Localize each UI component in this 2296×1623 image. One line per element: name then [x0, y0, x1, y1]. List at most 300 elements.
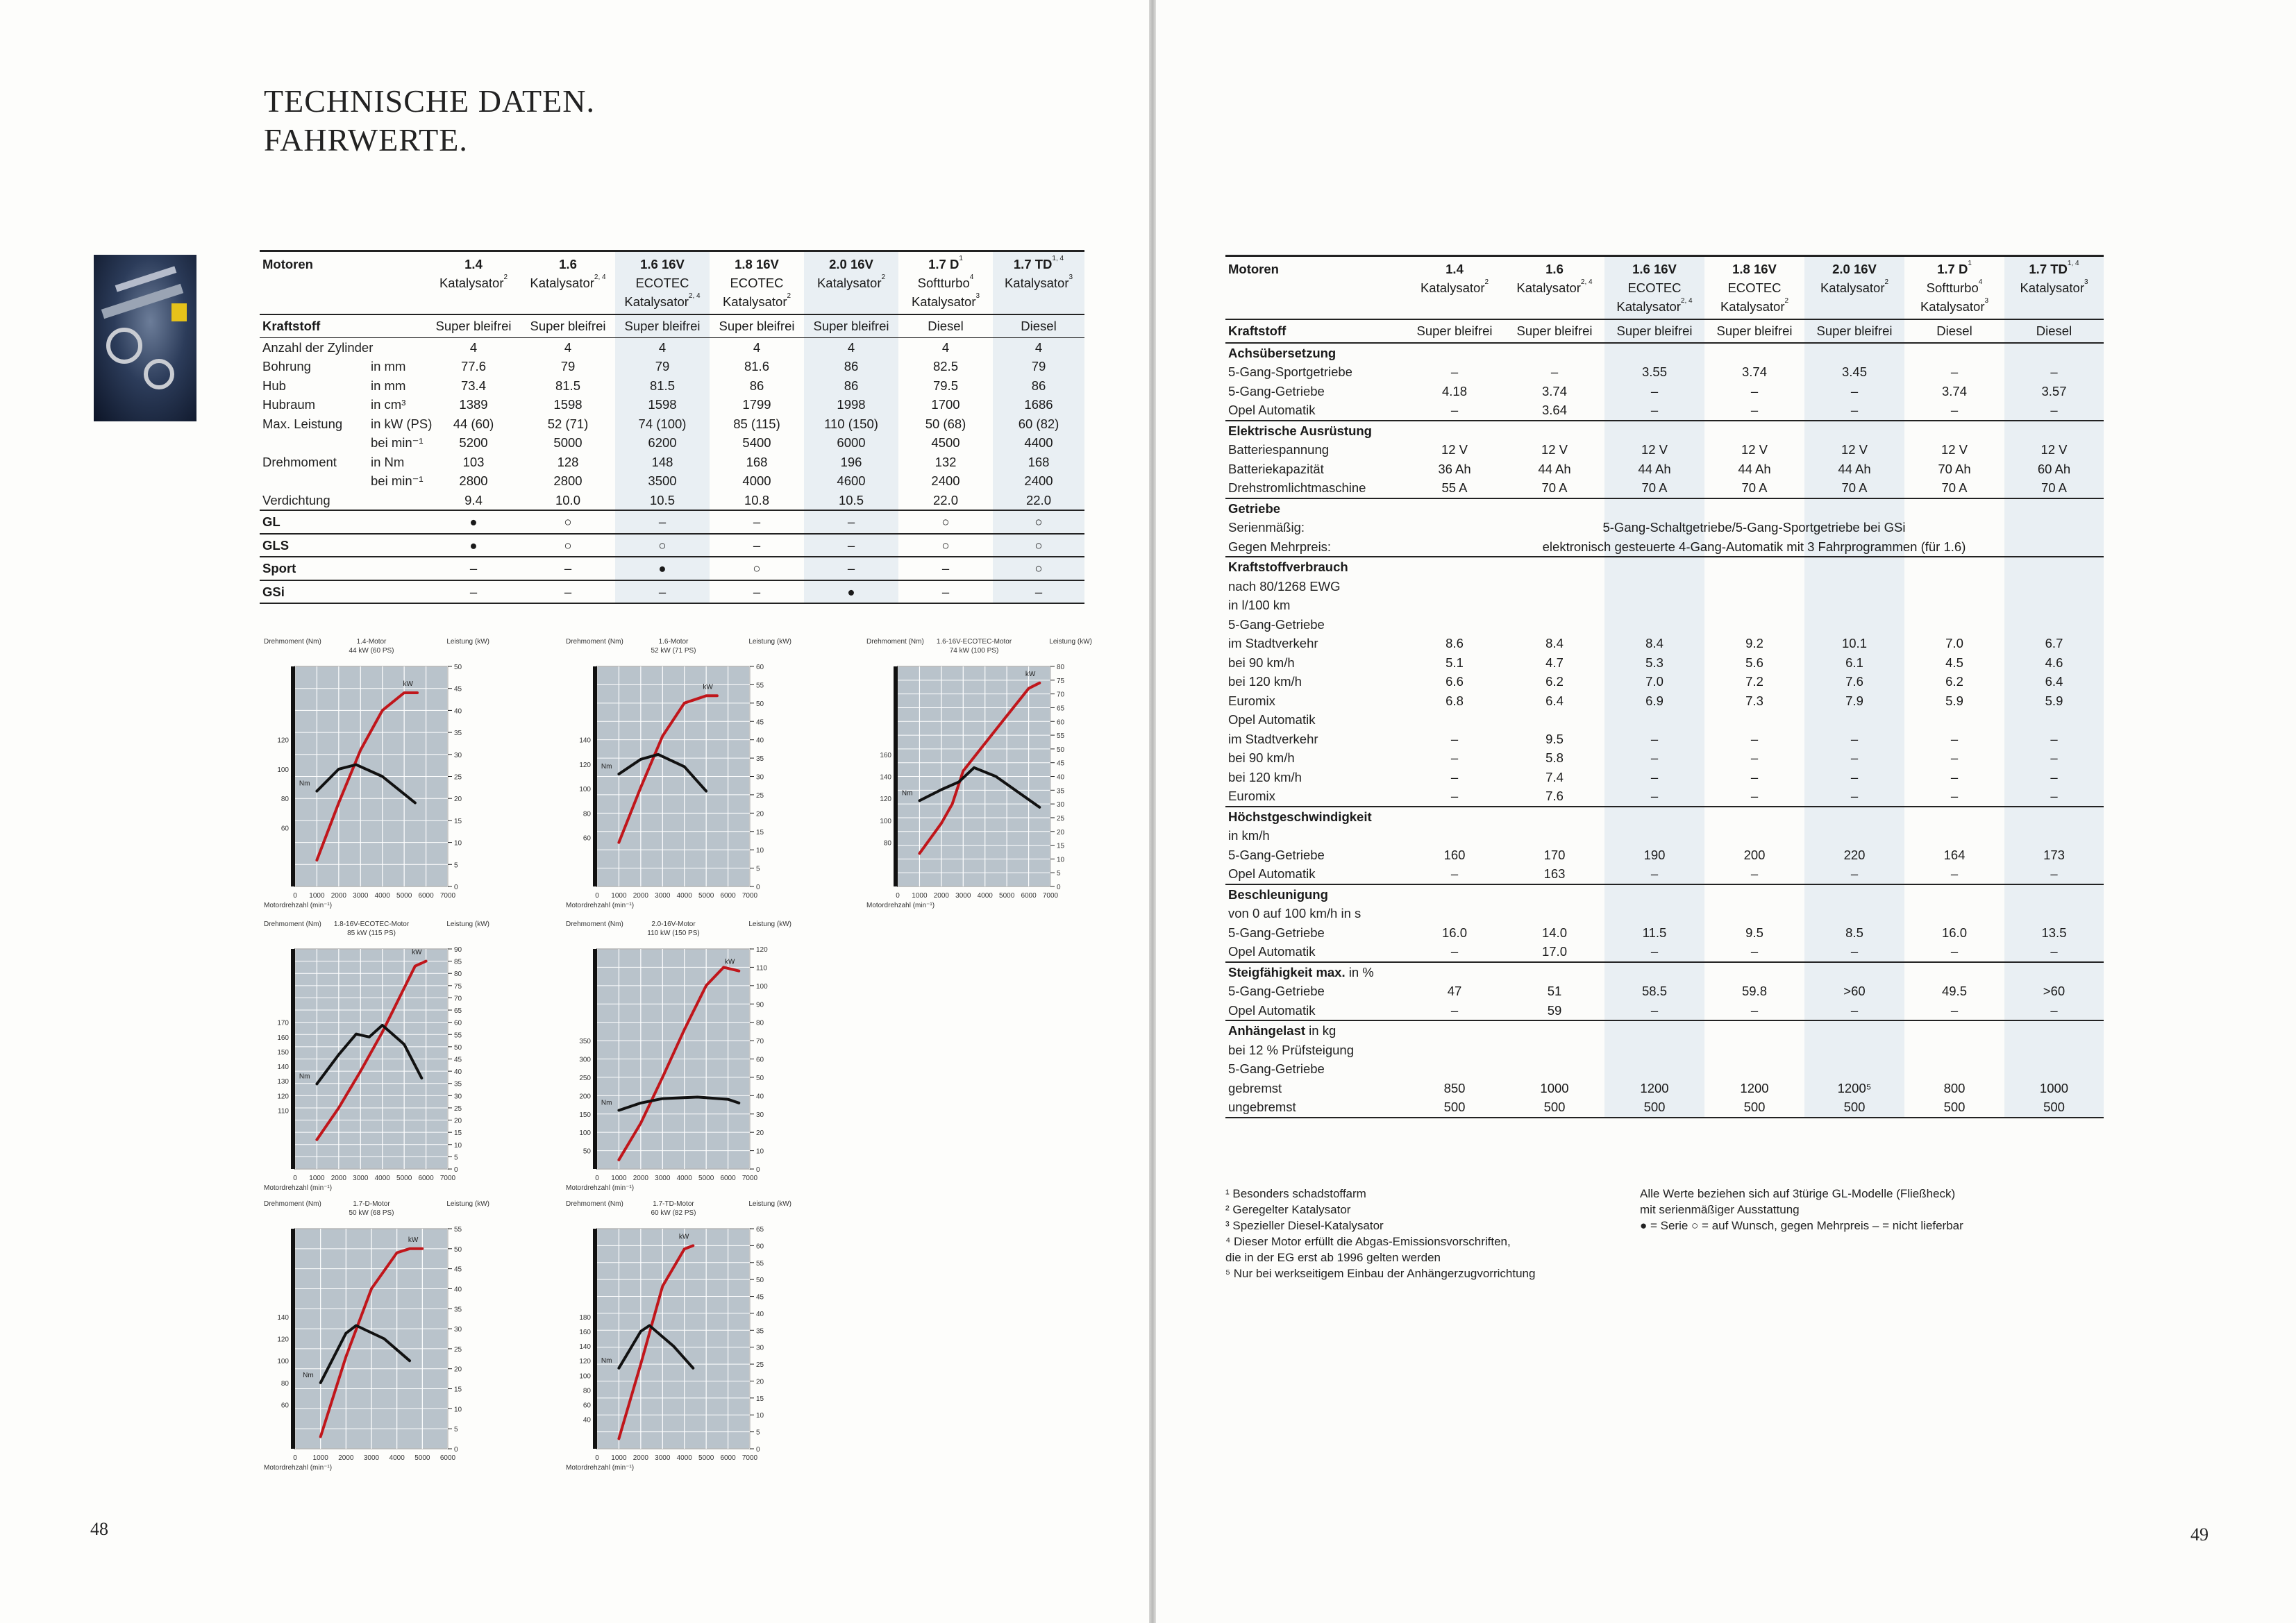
table-cell: 79	[560, 359, 576, 373]
chart-svg	[566, 635, 791, 909]
section-row	[1225, 1020, 2104, 1041]
row-label: 5-Gang-Getriebe	[1228, 984, 1325, 998]
nm-tick-label: 140	[579, 1343, 591, 1352]
row-label-text: Anzahl der Zylinder	[262, 339, 374, 355]
left-axis-title: Drehmoment (Nm)	[264, 1200, 321, 1208]
table-header-label: Motoren	[260, 251, 426, 315]
table-cell: –	[1450, 789, 1459, 803]
row-label	[260, 433, 426, 453]
row-label: Opel Automatik	[1228, 866, 1316, 881]
spec-row	[1225, 691, 2104, 711]
table-cell	[1505, 884, 1604, 905]
table-cell: 10.1	[1804, 634, 1904, 653]
row-label: bei 120 km/h	[1228, 769, 1302, 784]
table-cell: ●	[804, 580, 898, 604]
table-cell: –	[1604, 787, 1704, 807]
table-cell: 36 Ah	[1438, 461, 1471, 476]
engine-name: 1.7 TD	[1013, 257, 1053, 271]
table-cell: –	[1604, 768, 1704, 787]
table-cell: 168	[746, 454, 768, 469]
table-cell: 10.5	[615, 491, 710, 511]
spec-row	[260, 376, 1084, 396]
section-title-cell	[1225, 1020, 1405, 1041]
x-tick-label: 4000	[374, 892, 390, 900]
table-cell: 110 (150)	[804, 414, 898, 434]
table-cell: 70 A	[2004, 478, 2104, 498]
row-label: Drehstromlichtmaschine	[1228, 480, 1366, 495]
table-cell: –	[2004, 401, 2104, 421]
table-cell	[1405, 577, 1505, 596]
torque-power-chart	[566, 635, 791, 909]
kw-tick-label: 0	[756, 1166, 760, 1174]
table-cell: –	[1450, 1002, 1459, 1018]
engine-sub2-text: Katalysator	[1720, 299, 1785, 314]
table-cell: 4400	[993, 433, 1084, 453]
kw-tick-label: 120	[756, 946, 768, 954]
table-cell	[1604, 807, 1704, 827]
table-cell: 82.5	[932, 359, 958, 373]
table-cell	[1904, 615, 2004, 634]
table-cell: 4.18	[1441, 383, 1467, 398]
table-cell	[1405, 343, 1505, 363]
x-tick-label: 3000	[363, 1454, 380, 1462]
nm-tick-label: 50	[583, 1147, 591, 1156]
table-cell: –	[1450, 364, 1459, 379]
table-cell	[1604, 904, 1704, 923]
kw-tick-label: 30	[756, 1111, 764, 1119]
table-cell: –	[1804, 942, 1904, 962]
engine-name: 2.0 16V	[1832, 262, 1877, 276]
kw-tick-label: 5	[454, 861, 458, 870]
nm-tick-label: 100	[579, 786, 591, 794]
table-cell: 6.2	[1945, 674, 1963, 689]
table-cell: 168	[993, 453, 1084, 472]
x-tick-label: 6000	[720, 1175, 736, 1182]
table-cell: –	[1950, 944, 1959, 959]
section-title-suffix: in kg	[1305, 1023, 1336, 1038]
row-unit: in cm³	[371, 397, 406, 412]
column-header	[2004, 256, 2104, 320]
table-cell: 1799	[742, 397, 771, 412]
spec-row	[1225, 748, 2104, 768]
table-cell: 44 Ah	[1604, 460, 1704, 479]
table-cell: 4.6	[2004, 653, 2104, 673]
table-cell: –	[710, 580, 804, 604]
table-cell	[1604, 962, 1704, 982]
kw-tick-label: 45	[756, 1293, 764, 1302]
x-tick-label: 6000	[418, 892, 434, 900]
table-cell: 52 (71)	[547, 416, 589, 431]
kw-tick-label: 10	[454, 1141, 462, 1150]
trim-row	[260, 580, 1084, 604]
section-title-cell	[1225, 807, 1405, 827]
column-header	[710, 251, 804, 315]
section-row	[1225, 884, 2104, 905]
table-cell: 800	[1943, 1080, 1966, 1095]
table-cell: 6.4	[2004, 672, 2104, 691]
series-label: kW	[403, 680, 413, 689]
page-number: 49	[2190, 1524, 2209, 1545]
spec-row	[1225, 942, 2104, 962]
x-tick-label: 1000	[611, 892, 627, 900]
x-tick-label: 4000	[676, 892, 692, 900]
table-cell: 190	[1604, 846, 1704, 865]
table-cell	[1405, 1059, 1505, 1079]
table-cell: –	[1750, 789, 1759, 803]
section-title: Anhängelast	[1228, 1023, 1306, 1038]
spec-row	[1225, 596, 2104, 615]
torque-power-chart	[264, 635, 489, 909]
table-cell	[1604, 557, 1704, 577]
chart-subtitle: 44 kW (60 PS)	[349, 647, 394, 655]
table-cell: 3500	[615, 471, 710, 491]
footnote-ref: 2, 4	[594, 274, 606, 281]
spec-row	[1225, 362, 2104, 382]
nm-tick-label: 80	[280, 796, 289, 804]
table-cell: 6.1	[1804, 653, 1904, 673]
row-label: Euromix	[1228, 789, 1275, 803]
section-title: Kraftstoffverbrauch	[1228, 560, 1348, 574]
table-cell: 70 A	[1941, 480, 1968, 495]
table-cell: 5.9	[2004, 691, 2104, 711]
chart-subtitle: 74 kW (100 PS)	[949, 647, 999, 655]
table-cell: –	[1804, 748, 1904, 768]
table-cell	[1604, 1020, 1704, 1041]
table-cell	[1505, 498, 1604, 519]
table-cell	[1505, 1020, 1604, 1041]
table-cell: 86	[804, 376, 898, 396]
engine-sub1-text: ECOTEC	[1627, 280, 1682, 295]
engine-sub1	[1807, 278, 1902, 297]
row-label: Euromix	[1228, 693, 1275, 708]
table-cell: 173	[2004, 846, 2104, 865]
engine-photo	[94, 255, 196, 421]
spec-row	[1225, 1079, 2104, 1098]
table-cell: 5200	[459, 435, 488, 450]
kw-tick-label: 45	[454, 1056, 462, 1064]
span-text: 5-Gang-Schaltgetriebe/5-Gang-Sportgetriebe bei GSi	[1405, 518, 2104, 537]
table-cell: 70 A	[1741, 480, 1768, 495]
engine-sub1-text: Katalysator	[1420, 280, 1485, 295]
spec-row	[260, 357, 1084, 376]
table-cell	[2004, 962, 2104, 982]
footnote-ref: 4	[1978, 278, 1983, 286]
table-cell: Super bleifrei	[1405, 319, 1505, 343]
x-tick-label: 6000	[720, 892, 736, 900]
series-label: Nm	[299, 780, 310, 788]
left-axis-title: Drehmoment (Nm)	[566, 920, 623, 928]
x-tick-label: 0	[595, 892, 599, 900]
table-cell: 500	[1704, 1098, 1804, 1118]
kw-tick-label: 15	[756, 1395, 764, 1403]
footnote: ¹ Besonders schadstoffarm	[1225, 1187, 1366, 1200]
kw-tick-label: 20	[454, 796, 462, 804]
footnote-ref: 2	[1884, 278, 1889, 286]
table-cell: –	[1550, 364, 1559, 379]
table-cell: –	[2004, 1001, 2104, 1021]
table-cell	[1405, 826, 1505, 846]
table-cell: 60 Ah	[2004, 460, 2104, 479]
right-axis-title: Leistung (kW)	[748, 920, 791, 928]
kw-tick-label: 50	[1057, 746, 1065, 754]
table-cell: 12 V	[1441, 442, 1468, 457]
kw-tick-label: 10	[454, 839, 462, 848]
engine-sub1-text: Katalysator	[530, 276, 594, 290]
table-cell: –	[1950, 866, 1959, 881]
table-cell	[1604, 710, 1704, 730]
chart-svg	[866, 635, 1092, 909]
table-cell	[1704, 710, 1804, 730]
engine-name: 1.6	[559, 257, 577, 271]
spec-row	[260, 414, 1084, 434]
table-cell: ○	[898, 510, 993, 534]
table-cell	[2004, 1059, 2104, 1079]
table-cell: 6000	[804, 433, 898, 453]
row-label	[260, 376, 426, 396]
table-cell: 6.2	[1545, 674, 1564, 689]
x-tick-label: 6000	[1021, 892, 1037, 900]
x-tick-label: 2000	[632, 1454, 648, 1462]
spec-row	[1225, 401, 2104, 421]
table-cell	[2004, 710, 2104, 730]
spec-row	[1225, 615, 2104, 634]
right-axis-title: Leistung (kW)	[446, 1200, 489, 1208]
table-cell: 70 A	[1541, 480, 1568, 495]
footnotes	[1225, 1186, 1535, 1281]
trim-label: Sport	[260, 557, 426, 580]
table-cell: –	[710, 534, 804, 557]
engine-sub1	[712, 274, 801, 292]
table-cell: –	[1750, 750, 1759, 765]
footnote-ref: 2	[787, 292, 791, 300]
table-cell: –	[1804, 864, 1904, 884]
table-cell: 12 V	[2004, 440, 2104, 460]
row-unit: bei min⁻¹	[371, 473, 424, 488]
engine-name: 1.4	[464, 257, 483, 271]
table-cell: 22.0	[898, 491, 993, 511]
table-cell: 12 V	[1804, 440, 1904, 460]
row-label: 5-Gang-Getriebe	[1228, 925, 1325, 940]
table-cell: Super bleifrei	[1505, 319, 1604, 343]
table-cell: –	[993, 580, 1084, 604]
row-label	[260, 491, 426, 511]
series-label: Nm	[601, 1099, 612, 1107]
kw-tick-label: 20	[1057, 828, 1065, 836]
x-tick-label: 3000	[353, 892, 369, 900]
table-cell	[2004, 904, 2104, 923]
left-axis-title: Drehmoment (Nm)	[566, 638, 623, 646]
row-label: bei 90 km/h	[1228, 655, 1295, 670]
nm-tick-label: 250	[579, 1074, 591, 1082]
table-cell	[1804, 1059, 1904, 1079]
spec-row	[1225, 846, 2104, 865]
table-cell: 500	[2004, 1098, 2104, 1118]
kw-tick-label: 10	[756, 1147, 764, 1156]
table-cell: Diesel	[2004, 319, 2104, 343]
table-cell	[1904, 498, 2004, 519]
table-cell: –	[426, 557, 521, 580]
footnote: ⁵ Nur bei werkseitigem Einbau der Anhängerzugvorrichtung	[1225, 1267, 1536, 1280]
kw-tick-label: 0	[454, 1446, 458, 1454]
span-row	[1225, 537, 2104, 557]
column-header	[1505, 256, 1604, 320]
left-axis-title: Drehmoment (Nm)	[866, 638, 924, 646]
table-cell: 220	[1804, 846, 1904, 865]
spec-row	[1225, 653, 2104, 673]
table-cell: 2400	[931, 473, 960, 488]
nm-tick-label: 120	[579, 761, 591, 769]
chart-title: 1.7-D-Motor	[353, 1200, 390, 1208]
kw-tick-label: 35	[454, 730, 462, 738]
section-title: Beschleunigung	[1228, 886, 1328, 902]
kw-tick-label: 85	[454, 958, 462, 966]
table-cell	[1904, 1041, 2004, 1060]
engine-sub1-text: Katalysator	[1820, 280, 1885, 295]
row-label: bei 120 km/h	[1228, 674, 1302, 689]
table-cell	[1704, 826, 1804, 846]
table-cell	[1804, 884, 1904, 905]
table-cell: 13.5	[2004, 923, 2104, 943]
right-axis-title: Leistung (kW)	[1049, 638, 1092, 646]
table-cell: 47	[1447, 984, 1462, 998]
table-cell: 2400	[993, 471, 1084, 491]
table-cell: –	[1450, 769, 1459, 784]
row-label-text: Hub	[262, 378, 286, 393]
table-cell: –	[2004, 787, 2104, 807]
table-cell: 70 A	[1804, 478, 1904, 498]
table-cell: 6.7	[2004, 634, 2104, 653]
x-tick-label: 7000	[741, 892, 758, 900]
kw-tick-label: 30	[756, 1344, 764, 1352]
table-cell	[1704, 1020, 1804, 1041]
nm-tick-label: 40	[583, 1416, 591, 1424]
nm-axis-bar	[291, 949, 295, 1169]
table-cell: ○	[993, 534, 1084, 557]
table-cell: ○	[898, 534, 993, 557]
column-header	[521, 251, 615, 315]
table-cell	[1704, 615, 1804, 634]
chart-title: 1.6-16V-ECOTEC-Motor	[936, 638, 1012, 646]
engine-sub1	[996, 274, 1082, 292]
table-cell: 5.8	[1545, 750, 1564, 765]
nm-tick-label: 150	[277, 1048, 289, 1057]
engine-sub2-text: Katalysator	[911, 294, 976, 309]
table-cell: Super bleifrei	[615, 314, 710, 337]
row-label	[260, 337, 426, 357]
table-cell: 7.4	[1545, 769, 1564, 784]
table-cell: ○	[993, 557, 1084, 580]
table-header-label: Motoren	[1225, 256, 1405, 320]
trim-row	[260, 557, 1084, 580]
nm-tick-label: 110	[278, 1107, 289, 1116]
chart-subtitle: 52 kW (71 PS)	[651, 647, 696, 655]
section-title-cell	[1225, 884, 1405, 905]
kw-tick-label: 50	[454, 1245, 462, 1254]
table-cell	[1704, 962, 1804, 982]
table-cell	[1804, 1020, 1904, 1041]
table-cell: Super bleifrei	[710, 314, 804, 337]
table-cell: –	[1604, 401, 1704, 421]
table-cell	[2004, 577, 2104, 596]
spec-row	[260, 395, 1084, 414]
table-cell: 1686	[993, 395, 1084, 414]
section-row	[1225, 343, 2104, 363]
table-cell: Diesel	[1904, 319, 2004, 343]
table-cell: 79	[615, 357, 710, 376]
span-row	[1225, 518, 2104, 537]
table-cell: 6.9	[1604, 691, 1704, 711]
row-label: 5-Gang-Getriebe	[1228, 616, 1325, 632]
row-label: nach 80/1268 EWG	[1228, 578, 1341, 594]
nm-axis-bar	[593, 949, 597, 1169]
engine-sub1	[807, 274, 896, 292]
engine-sub2	[618, 292, 707, 311]
table-cell: 59.8	[1741, 984, 1767, 998]
table-cell: 1200	[1740, 1080, 1769, 1095]
nm-axis-bar	[593, 1229, 597, 1449]
kw-tick-label: 5	[454, 1426, 458, 1434]
title-line-1: TECHNISCHE DATEN.	[264, 83, 595, 119]
table-cell: 148	[615, 453, 710, 472]
page-title	[264, 82, 595, 160]
kw-tick-label: 45	[756, 718, 764, 727]
table-cell: 22.0	[993, 491, 1084, 511]
table-cell: –	[2004, 730, 2104, 749]
section-title: Elektrische Ausrüstung	[1228, 423, 1372, 438]
kw-tick-label: 60	[756, 1243, 764, 1251]
table-cell: 58.5	[1604, 982, 1704, 1001]
table-cell: ○	[710, 557, 804, 580]
table-cell	[1505, 904, 1604, 923]
table-cell	[1405, 904, 1505, 923]
kw-tick-label: 5	[1057, 870, 1061, 878]
x-tick-label: 6000	[418, 1175, 434, 1182]
table-cell: –	[426, 580, 521, 604]
series-label: Nm	[303, 1371, 314, 1379]
series-label: kW	[724, 958, 735, 966]
footnote-ref: 1, 4	[1052, 255, 1064, 262]
table-cell	[1804, 962, 1904, 982]
x-tick-label: 5000	[698, 1454, 714, 1462]
engine-sub1	[2007, 278, 2101, 297]
kw-tick-label: 25	[756, 1361, 764, 1370]
table-cell	[1604, 1059, 1704, 1079]
chart-svg	[566, 918, 791, 1192]
torque-power-chart	[566, 918, 791, 1192]
row-label	[260, 414, 433, 434]
x-tick-label: 1000	[611, 1454, 627, 1462]
kw-tick-label: 10	[1057, 856, 1065, 864]
table-cell	[1804, 577, 1904, 596]
table-cell	[1904, 807, 2004, 827]
footnote: die in der EG erst ab 1996 gelten werden	[1225, 1251, 1441, 1264]
table-cell: 164	[1943, 847, 1966, 862]
table-cell	[1904, 1059, 2004, 1079]
fuel-row	[1225, 319, 2104, 343]
table-cell: Super bleifrei	[426, 314, 521, 337]
x-tick-label: 4000	[977, 892, 993, 900]
chart-title: 1.6-Motor	[658, 638, 689, 646]
table-cell	[1604, 577, 1704, 596]
kw-tick-label: 70	[454, 995, 462, 1003]
kw-tick-label: 80	[454, 970, 462, 979]
row-label-text: Max. Leistung	[262, 416, 343, 431]
engine-name: 1.7 D	[1937, 262, 1968, 276]
spec-row	[1225, 923, 2104, 943]
chart-svg	[264, 1197, 489, 1472]
table-cell: 3.64	[1541, 403, 1567, 417]
table-cell	[1505, 826, 1604, 846]
